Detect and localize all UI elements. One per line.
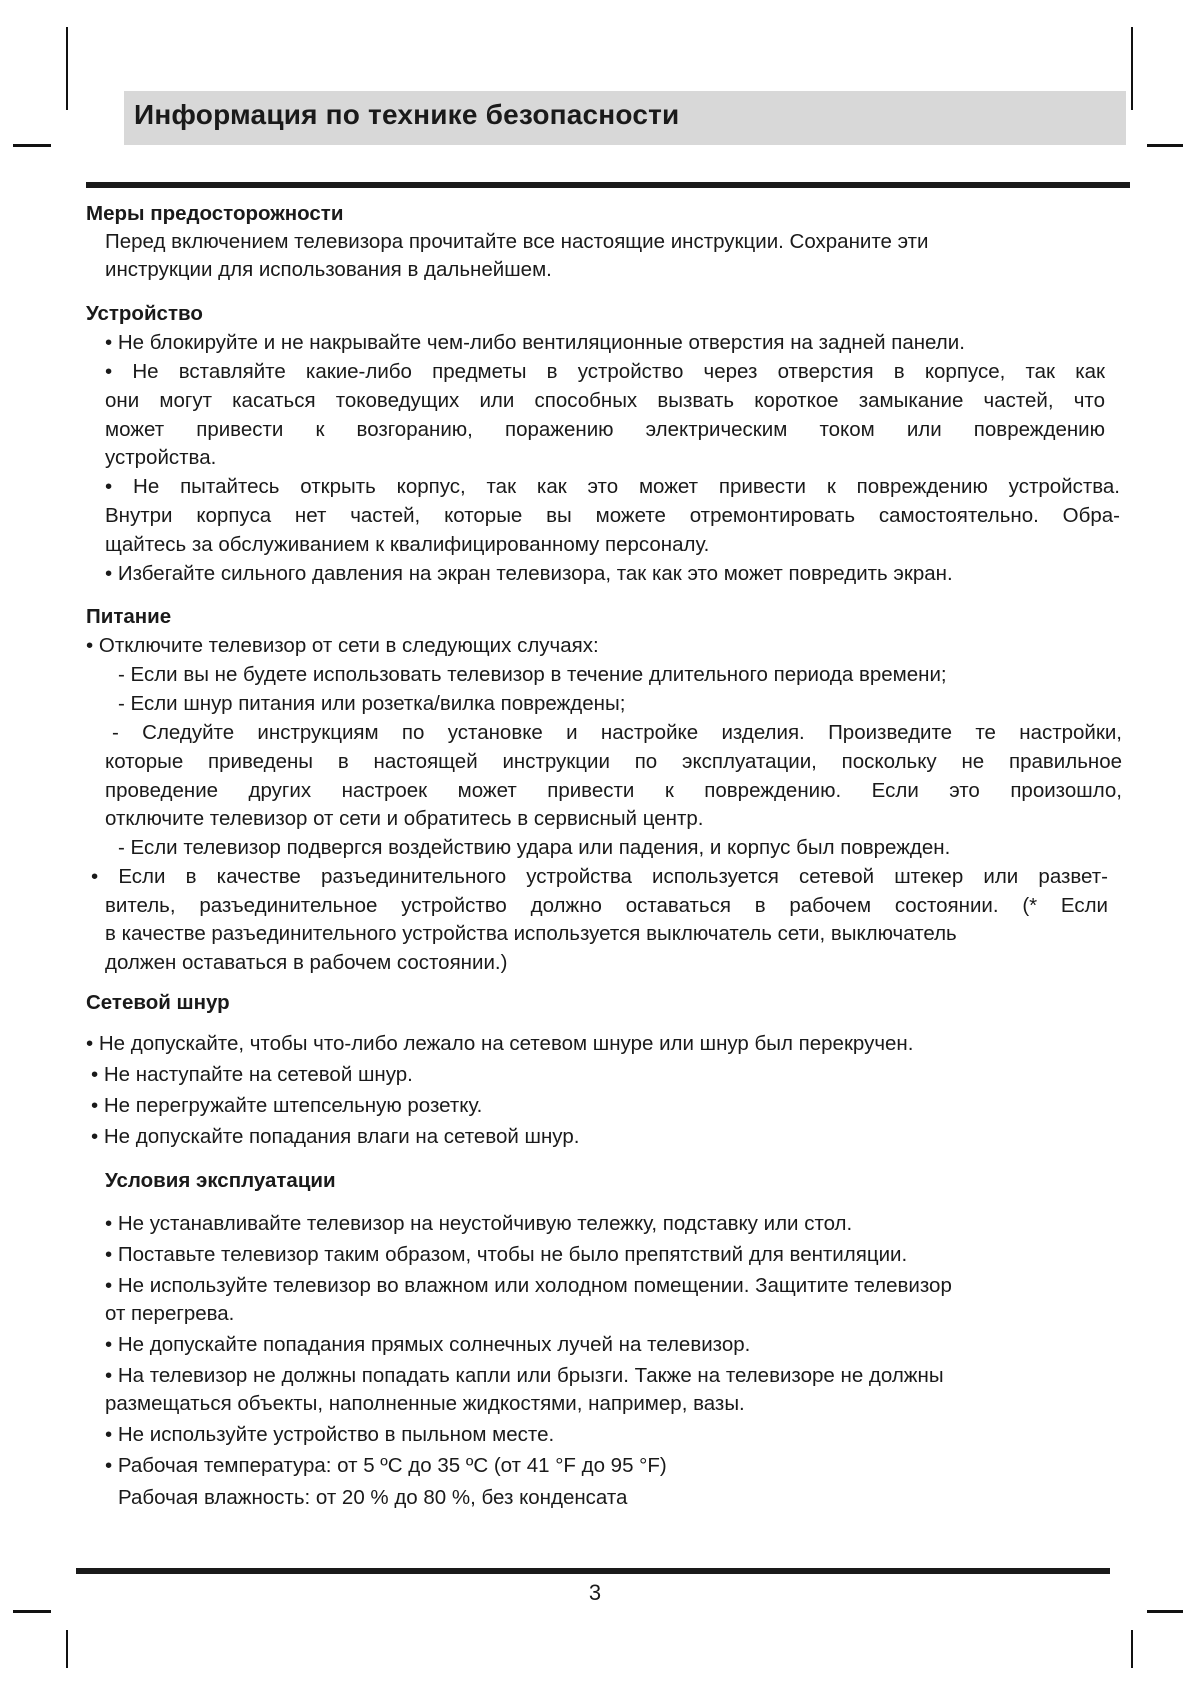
crop-mark [66, 27, 68, 110]
text-line: - Если шнур питания или розетка/вилка повреждены; [118, 692, 626, 715]
crop-mark [1147, 144, 1183, 147]
text-line: в качестве разъединительного устройства используется выключатель сети, выключатель [105, 922, 957, 945]
crop-mark [13, 144, 51, 147]
text-line: • Избегайте сильного давления на экран телевизора, так как это может повредить экран. [105, 562, 953, 585]
page-title: Информация по технике безопасности [134, 99, 680, 130]
text-line: • На телевизор не должны попадать капли или брызги. Также на телевизоре не должны [105, 1364, 944, 1387]
section-heading: Условия эксплуатации [105, 1169, 336, 1192]
text-line: • Не устанавливайте телевизор на неустойчивую тележку, подставку или стол. [105, 1212, 853, 1235]
text-line: отключите телевизор от сети и обратитесь в сервисный центр. [105, 807, 704, 830]
text-line: • Поставьте телевизор таким образом, чтобы не было препятствий для вентиляции. [105, 1243, 908, 1266]
text-line: • Не блокируйте и не накрывайте чем-либо вентиляционные отверстия на задней панели. [105, 331, 965, 354]
text-line: Внутри корпуса нет частей, которые вы можете отремонтировать самостоятельно. Обра- [105, 504, 1120, 527]
section-heading: Сетевой шнур [86, 991, 230, 1014]
text-line: • Не допускайте попадания прямых солнечных лучей на телевизор. [105, 1333, 751, 1356]
text-line: • Не допускайте, чтобы что-либо лежало на сетевом шнуре или шнур был перекручен. [86, 1032, 914, 1055]
title-bar [124, 91, 1126, 145]
text-line: они могут касаться токоведущих или способных вызвать короткое замыкание частей, что [105, 389, 1105, 412]
section-heading: Меры предосторожности [86, 202, 344, 225]
section-heading: Питание [86, 605, 172, 628]
header-rule [86, 182, 1130, 188]
text-line: размещаться объекты, наполненные жидкостями, например, вазы. [105, 1392, 745, 1415]
page-number: 3 [588, 1580, 602, 1605]
text-line: может привести к возгоранию, поражению электрическим током или повреждению [105, 418, 1105, 441]
text-line: от перегрева. [105, 1302, 235, 1325]
crop-mark [13, 1610, 51, 1613]
footer-rule [76, 1568, 1110, 1574]
text-line: устройства. [105, 446, 217, 469]
text-line: которые приведены в настоящей инструкции по эксплуатации, поскольку не правильное [105, 750, 1122, 773]
text-line: - Если телевизор подвергся воздействию удара или падения, и корпус был поврежден. [118, 836, 951, 859]
text-line: • Не пытайтесь открыть корпус, так как это может привести к повреждению устройства. [105, 475, 1120, 498]
crop-mark [1131, 27, 1133, 110]
text-line: Рабочая влажность: от 20 % до 80 %, без конденсата [118, 1486, 628, 1509]
text-line: инструкции для использования в дальнейшем. [105, 258, 552, 281]
text-line: • Не допускайте попадания влаги на сетевой шнур. [91, 1125, 580, 1148]
text-line: витель, разъединительное устройство должно оставаться в рабочем состоянии. (* Если [105, 894, 1108, 917]
text-line: • Не используйте устройство в пыльном месте. [105, 1423, 555, 1446]
text-line: должен оставаться в рабочем состоянии.) [105, 951, 508, 974]
text-line: • Не используйте телевизор во влажном или холодном помещении. Защитите телевизор [105, 1274, 952, 1297]
text-line: щайтесь за обслуживанием к квалифицированному персоналу. [105, 533, 710, 556]
text-line: Перед включением телевизора прочитайте все настоящие инструкции. Сохраните эти [105, 230, 929, 253]
text-line: проведение других настроек может привести к повреждению. Если это произошло, [105, 779, 1122, 802]
text-line: • Рабочая температура: от 5 ºC до 35 ºC (от 41 °F до 95 °F) [105, 1454, 667, 1477]
section-heading: Устройство [86, 302, 203, 325]
text-line: • Если в качестве разъединительного устройства используется сетевой штекер или развет- [91, 865, 1108, 888]
text-line: • Не наступайте на сетевой шнур. [91, 1063, 413, 1086]
text-line: • Отключите телевизор от сети в следующих случаях: [86, 634, 599, 657]
crop-mark [1131, 1630, 1133, 1668]
text-line: - Если вы не будете использовать телевизор в течение длительного периода времени; [118, 663, 947, 686]
text-line: • Не перегружайте штепсельную розетку. [91, 1094, 483, 1117]
text-line: • Не вставляйте какие-либо предметы в устройство через отверстия в корпусе, так как [105, 360, 1105, 383]
text-line: - Следуйте инструкциям по установке и настройке изделия. Произведите те настройки, [112, 721, 1122, 744]
crop-mark [66, 1630, 68, 1668]
crop-mark [1147, 1610, 1183, 1613]
